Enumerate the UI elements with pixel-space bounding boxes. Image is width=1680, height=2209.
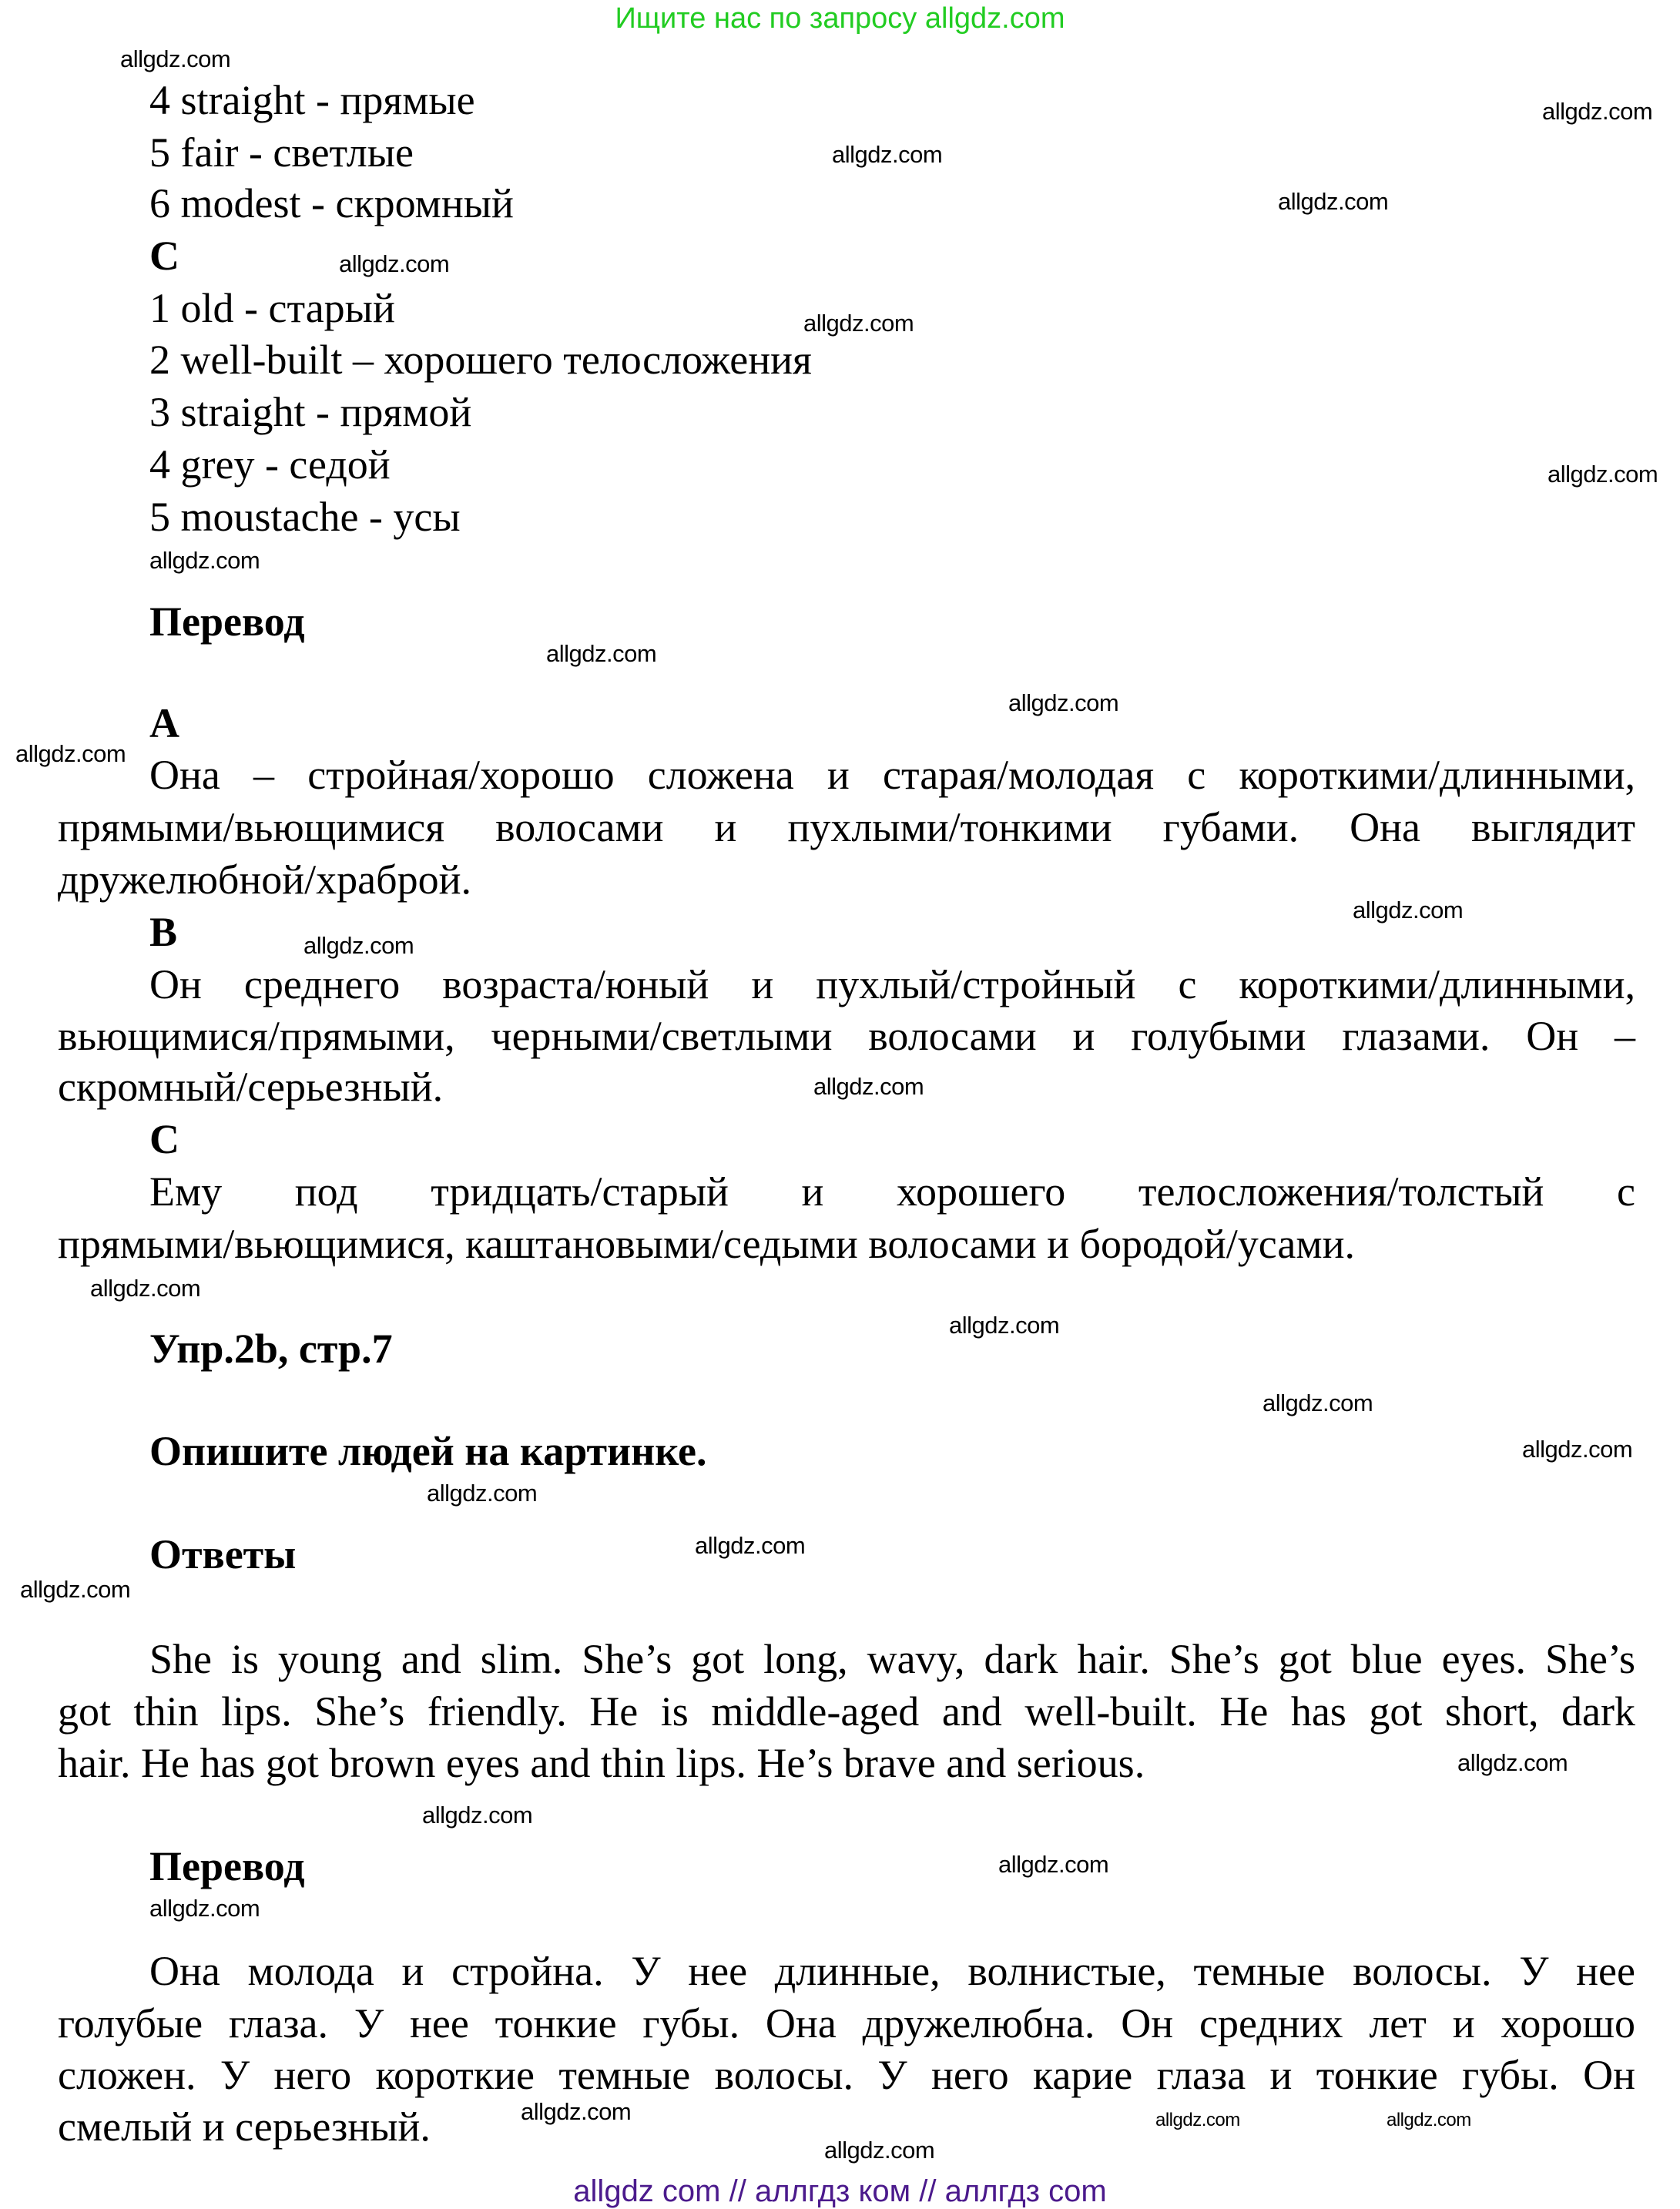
watermark: allgdz.com [1548, 461, 1658, 488]
vocab-item: 4 grey - седой [149, 441, 391, 488]
paragraph-line: Она – стройная/хорошо сложена и старая/молодая с короткими/длинными, [149, 752, 1635, 798]
watermark: allgdz.com [813, 1073, 924, 1100]
watermark: allgdz.com [1542, 98, 1653, 125]
translation-heading: Перевод [149, 598, 305, 645]
paragraph-line: скромный/серьезный. [58, 1064, 444, 1110]
translation-line: сложен. У него короткие темные волосы. У него карие глаза и тонкие губы. Он [58, 2052, 1635, 2098]
footer-links[interactable]: allgdz com // аллгдз ком // аллгдз com [573, 2174, 1107, 2208]
paragraph-line: прямыми/вьющимися, каштановыми/седыми волосами и бородой/усами. [58, 1221, 1355, 1267]
section-letter: B [149, 909, 178, 955]
watermark: allgdz.com [1263, 1389, 1373, 1416]
watermark: allgdz.com [1353, 897, 1464, 923]
vocab-item: 3 straight - прямой [149, 389, 472, 435]
watermark: allgdz.com [832, 141, 943, 168]
translation-line: Она молода и стройна. У нее длинные, волнистые, темные волосы. У нее [149, 1948, 1635, 1994]
paragraph-line: дружелюбной/храброй. [58, 856, 472, 903]
vocab-item: 5 fair - светлые [149, 129, 414, 176]
paragraph-line: вьющимися/прямыми, черными/светлыми волосами и голубыми глазами. Он – [58, 1013, 1635, 1059]
watermark: allgdz.com [695, 1532, 806, 1559]
watermark: allgdz.com [15, 740, 126, 767]
watermark: allgdz.com [1522, 1436, 1633, 1463]
watermark: allgdz.com [427, 1480, 538, 1507]
watermark: allgdz.com [1457, 1749, 1568, 1776]
watermark: allgdz.com [824, 2137, 935, 2164]
translation-line: голубые глаза. У нее тонкие губы. Она дружелюбна. Он средних лет и хорошо [58, 2000, 1635, 2046]
paragraph-line: прямыми/вьющимися волосами и пухлыми/тонкими губами. Она выглядит [58, 804, 1635, 850]
watermark: allgdz.com [339, 250, 450, 277]
watermark: allgdz.com [1155, 2110, 1240, 2130]
watermark: allgdz.com [546, 640, 657, 667]
exercise-title: Упр.2b, стр.7 [149, 1326, 393, 1372]
answer-line: hair. He has got brown eyes and thin lips. He’s brave and serious. [58, 1740, 1145, 1786]
vocab-item: 5 moustache - усы [149, 494, 461, 540]
watermark: allgdz.com [949, 1312, 1060, 1339]
answer-line: got thin lips. She’s friendly. He is middle-aged and well-built. He has got short, dark [58, 1688, 1635, 1735]
section-letter: C [149, 1116, 179, 1162]
exercise-task: Опишите людей на картинке. [149, 1428, 707, 1474]
paragraph-line: Ему под тридцать/старый и хорошего телосложения/толстый с [149, 1168, 1635, 1215]
section-letter: A [149, 700, 179, 746]
answer-line: She is young and slim. She’s got long, wavy, dark hair. She’s got blue eyes. She’s [149, 1636, 1635, 1682]
header-banner[interactable]: Ищите нас по запросу allgdz.com [615, 2, 1065, 35]
watermark: allgdz.com [90, 1275, 201, 1302]
watermark: allgdz.com [422, 1802, 533, 1829]
watermark: allgdz.com [521, 2098, 632, 2125]
watermark: allgdz.com [20, 1576, 131, 1603]
watermark: allgdz.com [1278, 188, 1389, 215]
vocab-item: 1 old - старый [149, 285, 395, 331]
watermark: allgdz.com [120, 45, 231, 72]
watermark: allgdz.com [803, 310, 914, 337]
watermark: allgdz.com [998, 1851, 1109, 1878]
watermark: allgdz.com [1008, 689, 1119, 716]
paragraph-line: Он среднего возраста/юный и пухлый/стройный с короткими/длинными, [149, 961, 1635, 1007]
watermark: allgdz.com [303, 932, 414, 959]
vocab-item: 6 modest - скромный [149, 180, 514, 226]
section-letter: C [149, 233, 179, 279]
watermark: allgdz.com [149, 547, 260, 574]
watermark: allgdz.com [149, 1895, 260, 1922]
translation-line: смелый и серьезный. [58, 2103, 431, 2150]
vocab-item: 4 straight - прямые [149, 77, 475, 123]
translation-heading: Перевод [149, 1843, 305, 1889]
vocab-item: 2 well-built – хорошего телосложения [149, 337, 812, 383]
watermark: allgdz.com [1387, 2110, 1471, 2130]
answers-heading: Ответы [149, 1531, 297, 1577]
